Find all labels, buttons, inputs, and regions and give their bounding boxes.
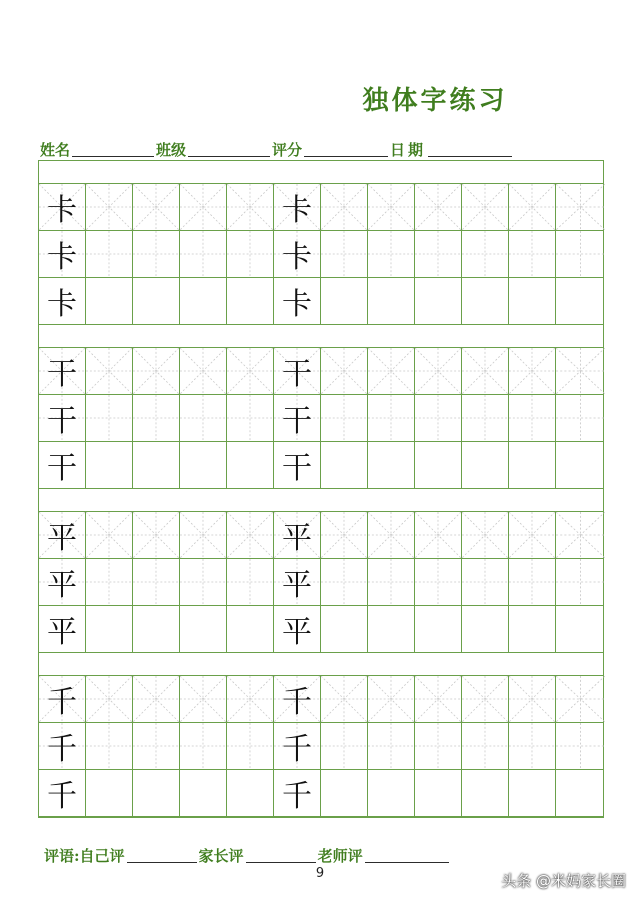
practice-row [39,348,603,395]
writing-cell[interactable] [556,348,605,394]
writing-cell[interactable] [462,512,509,558]
writing-cell[interactable] [462,278,509,324]
writing-cell[interactable] [227,395,274,441]
writing-cell[interactable] [556,231,605,277]
model-char-cell [274,512,321,558]
tianzi-guide-icon [415,723,461,769]
writing-cell[interactable] [180,559,227,605]
writing-cell[interactable] [415,512,462,558]
model-char-cell [274,348,321,394]
model-char-cell [274,559,321,605]
model-character: 卡 [47,287,77,322]
tianzi-guide-icon [133,723,179,769]
tianzi-guide-icon [368,231,414,277]
writing-cell[interactable] [86,770,133,816]
tianzi-guide-icon [227,723,273,769]
tianzi-guide-icon [462,348,508,394]
writing-cell[interactable] [321,723,368,769]
model-character: 卡 [282,287,312,322]
tianzi-guide-icon [556,231,605,277]
writing-cell[interactable] [321,348,368,394]
tianzi-guide-icon [180,395,226,441]
model-char-cell [39,442,86,488]
writing-cell[interactable] [509,395,556,441]
date-blank[interactable] [428,156,512,157]
tianzi-guide-icon [415,348,461,394]
evaluation-row [44,845,451,866]
model-character: 平 [282,615,312,650]
parent-eval-blank[interactable] [246,862,316,863]
page-number: 9 [315,866,325,881]
tianzi-guide-icon [509,184,555,230]
writing-cell[interactable] [86,442,133,488]
writing-cell[interactable] [509,442,556,488]
tianzi-guide-icon [368,559,414,605]
tianzi-guide-icon [227,348,273,394]
writing-cell[interactable] [415,348,462,394]
practice-row [39,512,603,559]
tianzi-guide-icon [368,184,414,230]
tianzi-guide-icon [462,559,508,605]
writing-cell[interactable] [556,606,605,652]
model-char-cell [39,278,86,324]
tianzi-guide-icon [368,348,414,394]
writing-cell[interactable] [368,676,415,722]
model-char-cell [39,770,86,816]
model-char-cell [274,395,321,441]
score-label: 评分 [272,141,303,159]
model-character: 平 [47,521,77,556]
writing-cell[interactable] [509,348,556,394]
writing-cell[interactable] [227,770,274,816]
tianzi-guide-icon [321,395,367,441]
teacher-eval-label: 老师评 [317,847,363,865]
tianzi-guide-icon [321,231,367,277]
name-blank[interactable] [72,156,154,157]
writing-cell[interactable] [86,184,133,230]
model-character: 千 [47,685,77,720]
writing-cell[interactable] [321,395,368,441]
writing-cell[interactable] [556,184,605,230]
writing-cell[interactable] [180,770,227,816]
tianzi-guide-icon [180,723,226,769]
model-character: 卡 [282,193,312,228]
model-character: 千 [47,779,77,814]
tianzi-guide-icon [133,676,179,722]
tianzi-guide-icon [227,395,273,441]
writing-cell[interactable] [415,231,462,277]
tianzi-guide-icon [133,231,179,277]
writing-cell[interactable] [180,395,227,441]
writing-cell[interactable] [227,512,274,558]
writing-cell[interactable] [86,348,133,394]
writing-cell[interactable] [509,231,556,277]
tianzi-guide-icon [180,559,226,605]
tianzi-guide-icon [556,559,605,605]
writing-cell[interactable] [133,231,180,277]
tianzi-guide-icon [133,512,179,558]
model-character: 干 [282,404,312,439]
practice-row [39,278,603,325]
tianzi-guide-icon [509,348,555,394]
tianzi-guide-icon [462,723,508,769]
writing-cell[interactable] [462,395,509,441]
section-separator [39,325,603,348]
practice-grid [38,160,604,818]
writing-cell[interactable] [415,184,462,230]
writing-cell[interactable] [133,278,180,324]
model-character: 卡 [47,240,77,275]
practice-row [39,676,603,723]
tianzi-guide-icon [321,348,367,394]
writing-cell[interactable] [321,676,368,722]
writing-cell[interactable] [321,231,368,277]
model-char-cell [39,606,86,652]
tianzi-guide-icon [462,231,508,277]
tianzi-guide-icon [462,512,508,558]
model-char-cell [39,395,86,441]
writing-cell[interactable] [509,512,556,558]
writing-cell[interactable] [180,184,227,230]
writing-cell[interactable] [509,676,556,722]
model-char-cell [274,676,321,722]
tianzi-guide-icon [180,676,226,722]
writing-cell[interactable] [368,606,415,652]
writing-cell[interactable] [415,395,462,441]
model-char-cell [274,723,321,769]
tianzi-guide-icon [86,559,132,605]
writing-cell[interactable] [462,184,509,230]
tianzi-guide-icon [368,512,414,558]
writing-cell[interactable] [462,676,509,722]
tianzi-guide-icon [133,395,179,441]
model-char-cell [274,442,321,488]
writing-cell[interactable] [368,348,415,394]
writing-cell[interactable] [556,442,605,488]
writing-cell[interactable] [86,559,133,605]
practice-row [39,559,603,606]
writing-cell[interactable] [462,723,509,769]
writing-cell[interactable] [86,395,133,441]
writing-cell[interactable] [415,559,462,605]
watermark: 头条 @米妈家长圈 [501,872,626,890]
tianzi-guide-icon [133,348,179,394]
writing-cell[interactable] [509,278,556,324]
model-char-cell [274,231,321,277]
tianzi-guide-icon [86,676,132,722]
writing-cell[interactable] [321,512,368,558]
model-char-cell [39,184,86,230]
tianzi-guide-icon [227,676,273,722]
writing-cell[interactable] [321,278,368,324]
class-blank[interactable] [188,156,270,157]
writing-cell[interactable] [509,723,556,769]
writing-cell[interactable] [556,676,605,722]
date-label: 日期 [390,141,427,159]
practice-row [39,231,603,278]
writing-cell[interactable] [133,723,180,769]
tianzi-guide-icon [509,395,555,441]
tianzi-guide-icon [180,348,226,394]
writing-cell[interactable] [86,278,133,324]
writing-cell[interactable] [462,348,509,394]
writing-cell[interactable] [415,676,462,722]
tianzi-guide-icon [556,348,605,394]
tianzi-guide-icon [321,676,367,722]
name-field [40,139,156,160]
writing-cell[interactable] [227,442,274,488]
model-character: 平 [47,615,77,650]
tianzi-guide-icon [180,512,226,558]
student-info-row [40,138,514,160]
model-character: 平 [282,521,312,556]
tianzi-guide-icon [556,395,605,441]
writing-cell[interactable] [556,559,605,605]
writing-cell[interactable] [368,512,415,558]
tianzi-guide-icon [180,231,226,277]
tianzi-guide-icon [321,723,367,769]
model-character: 千 [282,732,312,767]
model-char-cell [274,184,321,230]
writing-cell[interactable] [227,231,274,277]
tianzi-guide-icon [86,231,132,277]
writing-cell[interactable] [415,278,462,324]
writing-cell[interactable] [415,442,462,488]
score-blank[interactable] [304,156,388,157]
model-char-cell [39,348,86,394]
tianzi-guide-icon [133,559,179,605]
writing-cell[interactable] [462,606,509,652]
writing-cell[interactable] [227,723,274,769]
class-field [156,139,272,160]
tianzi-guide-icon [86,348,132,394]
tianzi-guide-icon [368,395,414,441]
model-character: 千 [47,732,77,767]
self-eval-label: 评语:自己评 [44,847,125,865]
writing-cell[interactable] [556,395,605,441]
tianzi-guide-icon [321,559,367,605]
tianzi-guide-icon [462,395,508,441]
tianzi-guide-icon [86,512,132,558]
writing-cell[interactable] [368,559,415,605]
writing-cell[interactable] [415,606,462,652]
writing-cell[interactable] [180,231,227,277]
writing-cell[interactable] [133,184,180,230]
writing-cell[interactable] [227,559,274,605]
model-char-cell [39,723,86,769]
model-character: 干 [282,357,312,392]
model-character: 卡 [282,240,312,275]
writing-cell[interactable] [556,278,605,324]
teacher-eval-blank[interactable] [365,862,449,863]
tianzi-guide-icon [509,676,555,722]
writing-cell[interactable] [556,723,605,769]
writing-cell[interactable] [368,184,415,230]
writing-cell[interactable] [462,442,509,488]
tianzi-guide-icon [227,512,273,558]
practice-row [39,723,603,770]
tianzi-guide-icon [86,184,132,230]
writing-cell[interactable] [133,559,180,605]
writing-cell[interactable] [86,606,133,652]
tianzi-guide-icon [133,184,179,230]
model-char-cell [39,559,86,605]
writing-cell[interactable] [556,512,605,558]
practice-row [39,184,603,231]
writing-cell[interactable] [227,184,274,230]
model-char-cell [39,676,86,722]
writing-cell[interactable] [556,770,605,816]
model-char-cell [39,512,86,558]
practice-row [39,770,603,817]
writing-cell[interactable] [321,442,368,488]
tianzi-guide-icon [321,512,367,558]
tianzi-guide-icon [86,723,132,769]
writing-cell[interactable] [180,676,227,722]
writing-cell[interactable] [133,770,180,816]
tianzi-guide-icon [415,231,461,277]
tianzi-guide-icon [415,184,461,230]
writing-cell[interactable] [180,278,227,324]
name-label: 姓名 [40,141,71,159]
tianzi-guide-icon [509,723,555,769]
writing-cell[interactable] [415,723,462,769]
section-separator [39,161,603,184]
writing-cell[interactable] [368,442,415,488]
model-char-cell [39,231,86,277]
writing-cell[interactable] [227,278,274,324]
tianzi-guide-icon [321,184,367,230]
writing-cell[interactable] [180,723,227,769]
writing-cell[interactable] [227,348,274,394]
tianzi-guide-icon [556,512,605,558]
tianzi-guide-icon [462,676,508,722]
tianzi-guide-icon [556,723,605,769]
writing-cell[interactable] [180,512,227,558]
tianzi-guide-icon [368,676,414,722]
writing-cell[interactable] [509,184,556,230]
writing-cell[interactable] [368,278,415,324]
writing-cell[interactable] [368,770,415,816]
writing-cell[interactable] [462,231,509,277]
writing-cell[interactable] [133,512,180,558]
tianzi-guide-icon [556,676,605,722]
writing-cell[interactable] [133,348,180,394]
worksheet-title: 独体字练习 [362,86,508,116]
section-separator [39,489,603,512]
writing-cell[interactable] [86,676,133,722]
writing-cell[interactable] [86,723,133,769]
model-character: 干 [47,404,77,439]
practice-row [39,606,603,653]
writing-cell[interactable] [86,231,133,277]
writing-cell[interactable] [509,770,556,816]
model-char-cell [274,278,321,324]
writing-cell[interactable] [321,606,368,652]
class-label: 班级 [156,141,187,159]
practice-row [39,395,603,442]
tianzi-guide-icon [415,395,461,441]
writing-cell[interactable] [415,770,462,816]
model-character: 干 [47,451,77,486]
writing-cell[interactable] [133,442,180,488]
model-char-cell [274,606,321,652]
tianzi-guide-icon [415,512,461,558]
tianzi-guide-icon [415,559,461,605]
writing-cell[interactable] [462,770,509,816]
model-character: 平 [47,568,77,603]
model-character: 卡 [47,193,77,228]
writing-cell[interactable] [86,512,133,558]
writing-cell[interactable] [321,559,368,605]
practice-row [39,442,603,489]
model-character: 干 [47,357,77,392]
parent-eval-label: 家长评 [198,847,244,865]
tianzi-guide-icon [180,184,226,230]
model-character: 千 [282,685,312,720]
tianzi-guide-icon [86,395,132,441]
writing-cell[interactable] [227,676,274,722]
model-character: 千 [282,779,312,814]
self-eval-blank[interactable] [127,862,197,863]
tianzi-guide-icon [227,231,273,277]
model-char-cell [274,770,321,816]
score-field [272,139,390,160]
writing-cell[interactable] [133,606,180,652]
writing-cell[interactable] [180,442,227,488]
model-character: 干 [282,451,312,486]
tianzi-guide-icon [509,559,555,605]
tianzi-guide-icon [509,512,555,558]
tianzi-guide-icon [227,559,273,605]
tianzi-guide-icon [556,184,605,230]
writing-cell[interactable] [227,606,274,652]
writing-cell[interactable] [368,395,415,441]
writing-cell[interactable] [321,184,368,230]
writing-cell[interactable] [180,606,227,652]
model-character: 平 [282,568,312,603]
section-separator [39,653,603,676]
writing-cell[interactable] [368,723,415,769]
writing-cell[interactable] [133,676,180,722]
tianzi-guide-icon [415,676,461,722]
writing-cell[interactable] [509,606,556,652]
writing-cell[interactable] [180,348,227,394]
tianzi-guide-icon [227,184,273,230]
tianzi-guide-icon [509,231,555,277]
writing-cell[interactable] [509,559,556,605]
writing-cell[interactable] [368,231,415,277]
date-field [390,139,514,160]
writing-cell[interactable] [462,559,509,605]
writing-cell[interactable] [133,395,180,441]
writing-cell[interactable] [321,770,368,816]
tianzi-guide-icon [368,723,414,769]
tianzi-guide-icon [462,184,508,230]
